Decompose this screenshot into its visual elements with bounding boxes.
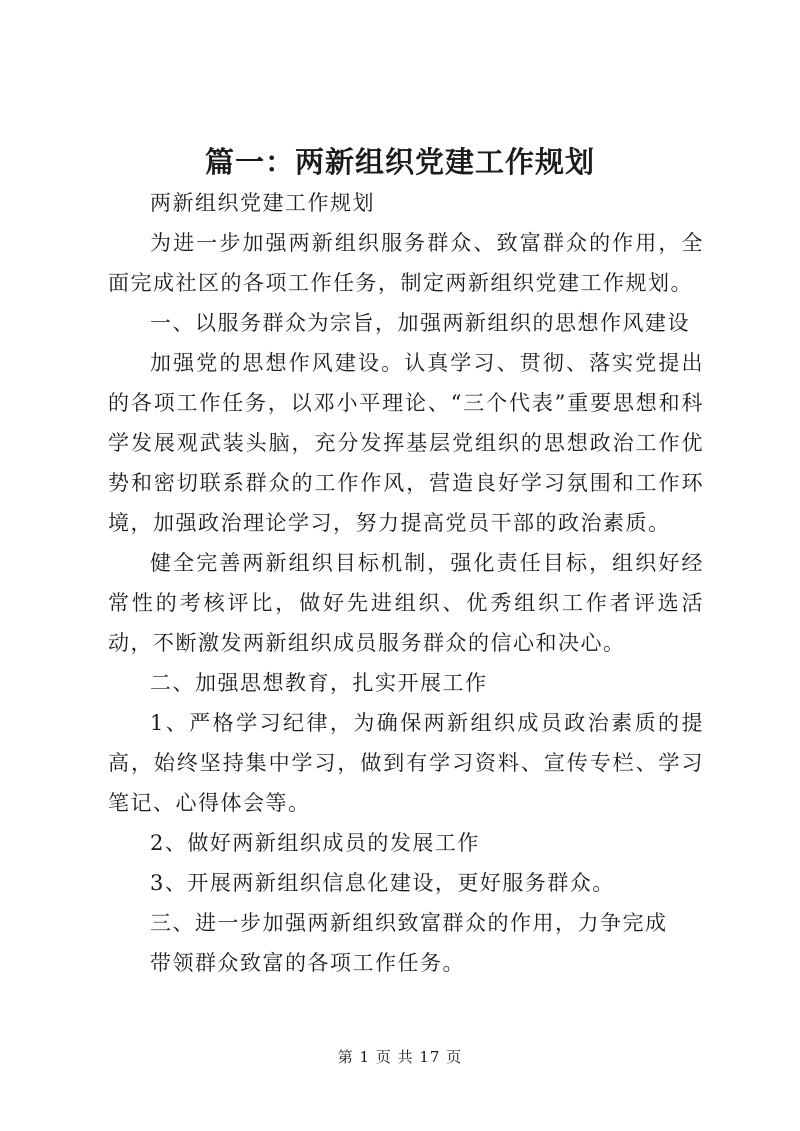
list-item: 3、开展两新组织信息化建设，更好服务群众。 xyxy=(150,871,615,895)
document-title: 篇一：两新组织党建工作规划 xyxy=(204,145,595,179)
document-body xyxy=(108,183,704,983)
section-heading-1: 一、以服务群众为宗旨，加强两新组织的思想作风建设 xyxy=(150,311,690,335)
paragraph: 带领群众致富的各项工作任务。 xyxy=(150,951,465,975)
list-item: 1、严格学习纪律，为确保两新组织成员政治素质的提高，始终坚持集中学习，做到有学习资料、宣传专栏、学习笔记、心得体会等。 xyxy=(108,711,704,815)
section-heading-3: 三、进一步加强两新组织致富群众的作用，力争完成 xyxy=(150,911,668,935)
paragraph-subtitle: 两新组织党建工作规划 xyxy=(150,191,375,215)
paragraph-intro: 为进一步加强两新组织服务群众、致富群众的作用，全面完成社区的各项工作任务，制定两新组织党建工作规划。 xyxy=(108,231,704,295)
section-heading-2: 二、加强思想教育，扎实开展工作 xyxy=(150,671,488,695)
paragraph: 加强党的思想作风建设。认真学习、贯彻、落实党提出的各项工作任务，以邓小平理论、“三个代表”重要思想和科学发展观武装头脑，充分发挥基层党组织的思想政治工作优势和密切联系群众的工作作风，营造良好学习氛围和工作环境，加强政治理论学习，努力提高党员干部的政治素质。 xyxy=(108,351,704,535)
page-number-footer: 第 1 页 共 17 页 xyxy=(337,1048,463,1066)
list-item: 2、做好两新组织成员的发展工作 xyxy=(150,831,480,855)
paragraph: 健全完善两新组织目标机制，强化责任目标，组织好经常性的考核评比，做好先进组织、优秀组织工作者评选活动，不断激发两新组织成员服务群众的信心和决心。 xyxy=(108,551,704,655)
